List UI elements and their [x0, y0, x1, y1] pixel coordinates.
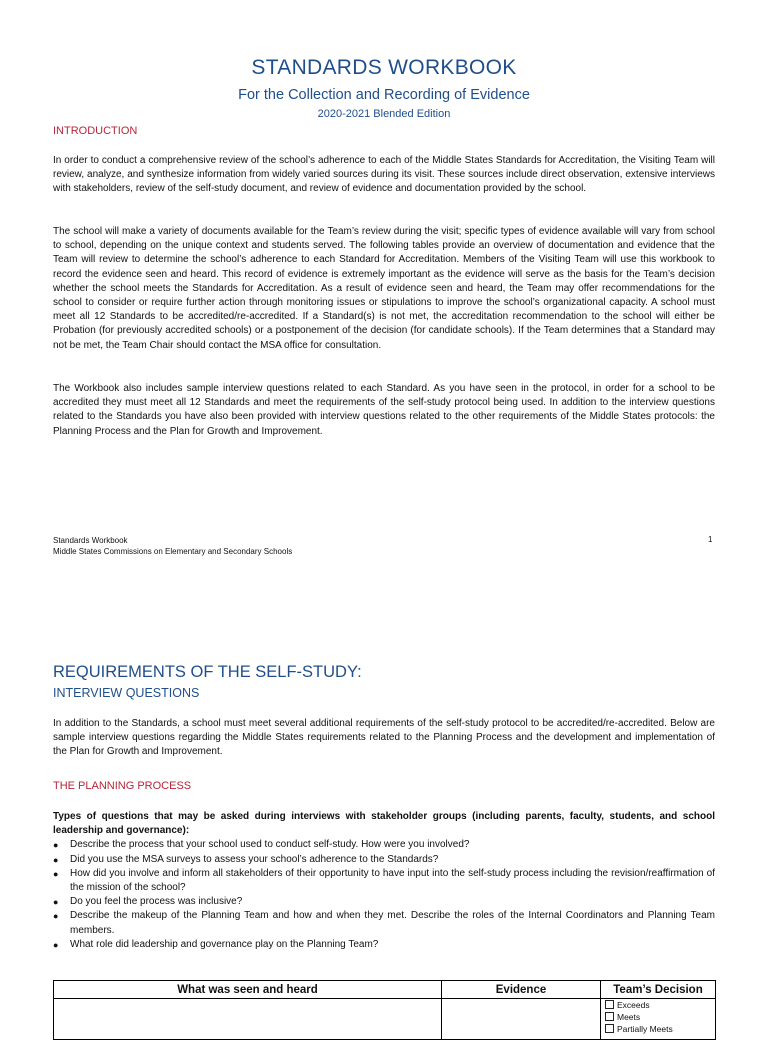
question-text: Describe the process that your school used to conduct self-study. How were you involved?	[70, 839, 470, 851]
question-text: How did you involve and inform all stakeholders of their opportunity to have input into the self-study process including the revision/reaffirmation of the mission of the school?	[70, 867, 715, 894]
checkbox-icon[interactable]	[605, 1000, 614, 1009]
paragraph-text: In order to conduct a comprehensive review of the school’s adherence to each of the Middle States Standards for Accreditation, the Visiting Team will review, analyze, and synthesize information from widely varied sources during its visit. These sources include direct observation, extensive interviews with stakeholders, review of the self-study document, and review of evidence and documentation provided by the school.	[53, 155, 715, 195]
column-header-seen-heard: What was seen and heard	[54, 981, 442, 999]
column-header-decision: Team’s Decision	[601, 981, 716, 999]
bullet-icon: ●	[53, 897, 59, 908]
option-label: Exceeds	[617, 1000, 650, 1010]
list-item	[53, 867, 715, 895]
page-number: 1	[708, 535, 713, 544]
footer-line-1: Standards Workbook	[53, 536, 128, 545]
option-label: Partially Meets	[617, 1024, 673, 1034]
table-header-row	[54, 981, 716, 999]
bullet-icon: ●	[53, 868, 59, 879]
question-text: What role did leadership and governance play on the Planning Team?	[70, 938, 379, 950]
list-item	[53, 895, 715, 909]
page-footer	[53, 535, 715, 557]
column-header-evidence: Evidence	[442, 981, 601, 999]
bullet-icon: ●	[53, 854, 59, 865]
bullet-icon: ●	[53, 840, 59, 851]
option-label: Meets	[617, 1012, 641, 1022]
interview-questions-heading: INTERVIEW QUESTIONS	[53, 686, 200, 700]
introduction-heading: INTRODUCTION	[53, 125, 138, 137]
intro-paragraph-3	[53, 382, 715, 439]
intro-paragraph-1	[53, 154, 715, 197]
document-title: STANDARDS WORKBOOK	[251, 56, 517, 79]
question-text: Do you feel the process was inclusive?	[70, 896, 243, 908]
paragraph-text: In addition to the Standards, a school must meet several additional requirements of the self-study protocol to be accredited/re-accredited. Below are sample interview questions regarding the Middle States requirements related to the Planning Process and the development and implementation of the Plan for Growth and Improvement.	[53, 718, 715, 758]
questions-intro: Types of questions that may be asked during interviews with stakeholder groups (including parents, faculty, students, and school leadership and governance):	[53, 811, 715, 837]
decision-option-meets[interactable]	[601, 1011, 715, 1023]
decision-option-exceeds[interactable]	[601, 999, 715, 1011]
question-text: Describe the makeup of the Planning Team and how and when they met. Describe the roles of the Internal Coordinators and Planning Team members.	[70, 910, 715, 936]
question-text: Did you use the MSA surveys to assess your school’s adherence to the Standards?	[70, 853, 439, 865]
planning-process-heading: THE PLANNING PROCESS	[53, 780, 192, 792]
evidence-cell[interactable]	[442, 999, 601, 1040]
list-item	[53, 838, 715, 852]
bullet-icon: ●	[53, 939, 59, 950]
checkbox-icon[interactable]	[605, 1024, 614, 1033]
edition-label: 2020-2021 Blended Edition	[317, 108, 451, 120]
list-item	[53, 909, 715, 937]
requirements-paragraph	[53, 717, 715, 760]
seen-heard-cell[interactable]	[54, 999, 442, 1040]
paragraph-text: The school will make a variety of documents available for the Team’s review during the visit; specific types of evidence available will vary from school to school, depending on the unique context and students served. The following tables provide an overview of documentation and evidence that the Team will review to determine the school’s adherence to each Standard for Accreditation. Members of the Visiting Team will use this workbook to record the evidence seen and heard. This record of evidence is extremely important as the evidence will serve as the basis for the Team’s decision whether the school meets the Standards for Accreditation. As a result of evidence seen and heard, the Team may offer recommendations for the school to consider or require further action through monitoring issues or stipulations to improve the school’s organizational capacity. A school must meet all 12 Standards to be accredited/re-accredited. If a Standard(s) is not met, the accreditation recommendation to the school will either be Probation (for previously accredited schools) or a postponement of the decision (for candidate schools). If the Team determines that a Standard may not be met, the Team Chair should contact the MSA office for consultation.	[53, 226, 715, 351]
paragraph-text: The Workbook also includes sample interview questions related to each Standard. As you have seen in the protocol, in order for a school to be accredited they must meet all 12 Standards and meet the requirements of the self-study protocol being used. In addition to the interview questions related to the Standards you have also been provided with interview questions related to the other requirements of the Middle States protocols: the Planning Process and the Plan for Growth and Improvement.	[53, 383, 715, 437]
planning-questions	[53, 810, 715, 952]
requirements-heading: REQUIREMENTS OF THE SELF-STUDY:	[53, 663, 362, 681]
list-item	[53, 938, 715, 952]
intro-paragraph-2	[53, 225, 715, 353]
list-item	[53, 853, 715, 867]
evidence-table	[53, 980, 716, 1040]
checkbox-icon[interactable]	[605, 1012, 614, 1021]
decision-cell	[601, 999, 716, 1040]
bullet-icon: ●	[53, 911, 59, 922]
table-row	[54, 999, 716, 1040]
decision-option-partially-meets[interactable]	[601, 1023, 715, 1035]
document-subtitle: For the Collection and Recording of Evidence	[238, 87, 530, 103]
footer-line-2: Middle States Commissions on Elementary and Secondary Schools	[53, 547, 293, 556]
question-list	[53, 838, 715, 952]
